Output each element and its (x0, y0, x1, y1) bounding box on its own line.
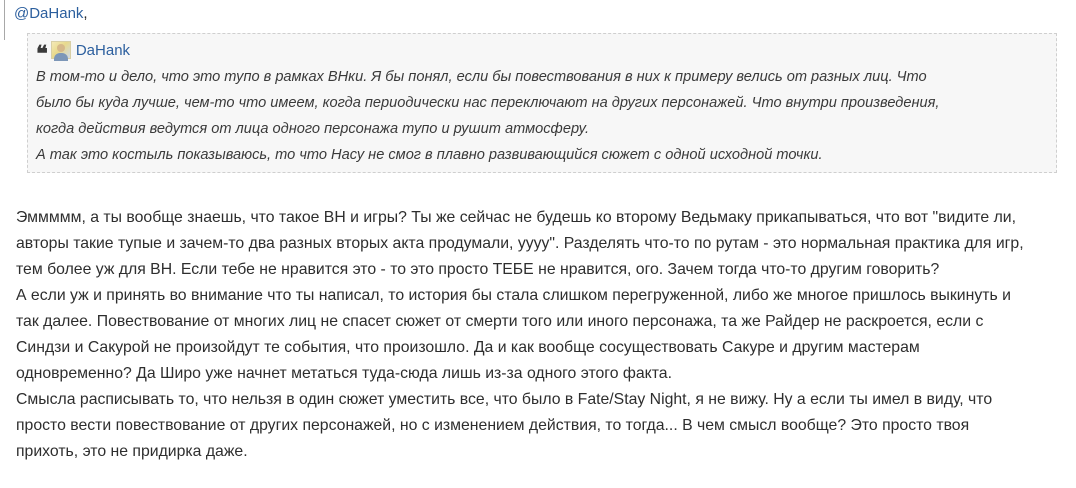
body-line: одновременно? Да Широ уже начнет метаться туда-сюда лишь из-за одного этого факта. (16, 365, 672, 382)
body-line: А если уж и принять во внимание что ты написал, то история бы стала слишком перегруженной, либо же многое пришлось выкинуть и (16, 287, 1011, 304)
quote-line: А так это костыль показываюсь, то что Насу не смог в плавно развивающийся сюжет с одной исходной точки. (36, 147, 823, 163)
mention-user-link[interactable]: @DaHank (14, 5, 84, 22)
body-line: просто вести повествование от других персонажей, но с изменением действия, то тогда... В чем смысл вообще? Это просто твоя (16, 417, 970, 434)
avatar[interactable] (51, 41, 71, 59)
post-body (16, 205, 1066, 465)
mention-suffix: , (83, 5, 88, 22)
quote-text (36, 64, 1056, 168)
mention-line (14, 5, 88, 23)
quote-author-link[interactable]: DaHank (75, 41, 131, 59)
body-line: тем более уж для ВН. Если тебе не нравится это - то это просто ТЕБЕ не нравится, ого. Зачем тогда что-то другим говорить? (16, 261, 940, 278)
quote-marks-icon: ❝ (36, 41, 47, 67)
body-line: Синдзи и Сакурой не произойдут те события, что произошло. Да и как вообще сосуществовать Сакуре и другим мастерам (16, 339, 920, 356)
body-line: так далее. Повествование от многих лиц не спасет сюжет от смерти того или иного персонажа, та же Райдер не раскроется, если с (16, 313, 984, 330)
body-line: авторы такие тупые и зачем-то два разных вторых акта продумали, уууу". Разделять что-то по рутам - это нормальная практика для игр, (16, 235, 1024, 252)
mention-divider (4, 0, 5, 40)
body-line: Эммммм, а ты вообще знаешь, что такое ВН и игры? Ты же сейчас не будешь ко второму Ведьмаку прикапываться, что вот "видите ли, (16, 209, 1016, 226)
quote-line: когда действия ведутся от лица одного персонажа тупо и рушит атмосферу. (36, 121, 590, 137)
body-line: прихоть, это не придирка даже. (16, 443, 248, 460)
quote-header (36, 39, 1056, 67)
quote-line: В том-то и дело, что это тупо в рамках ВНки. Я бы понял, если бы повествования в них к примеру велись от разных лиц. Что (36, 69, 927, 85)
body-line: Смысла расписывать то, что нельзя в один сюжет уместить все, что было в Fate/Stay Night, я не вижу. Ну а если ты имел в виду, что (16, 391, 993, 408)
quote-block (27, 33, 1057, 173)
quote-line: было бы куда лучше, чем-то что имеем, когда периодически нас переключают на других персонажей. Что внутри произведения, (36, 95, 940, 111)
